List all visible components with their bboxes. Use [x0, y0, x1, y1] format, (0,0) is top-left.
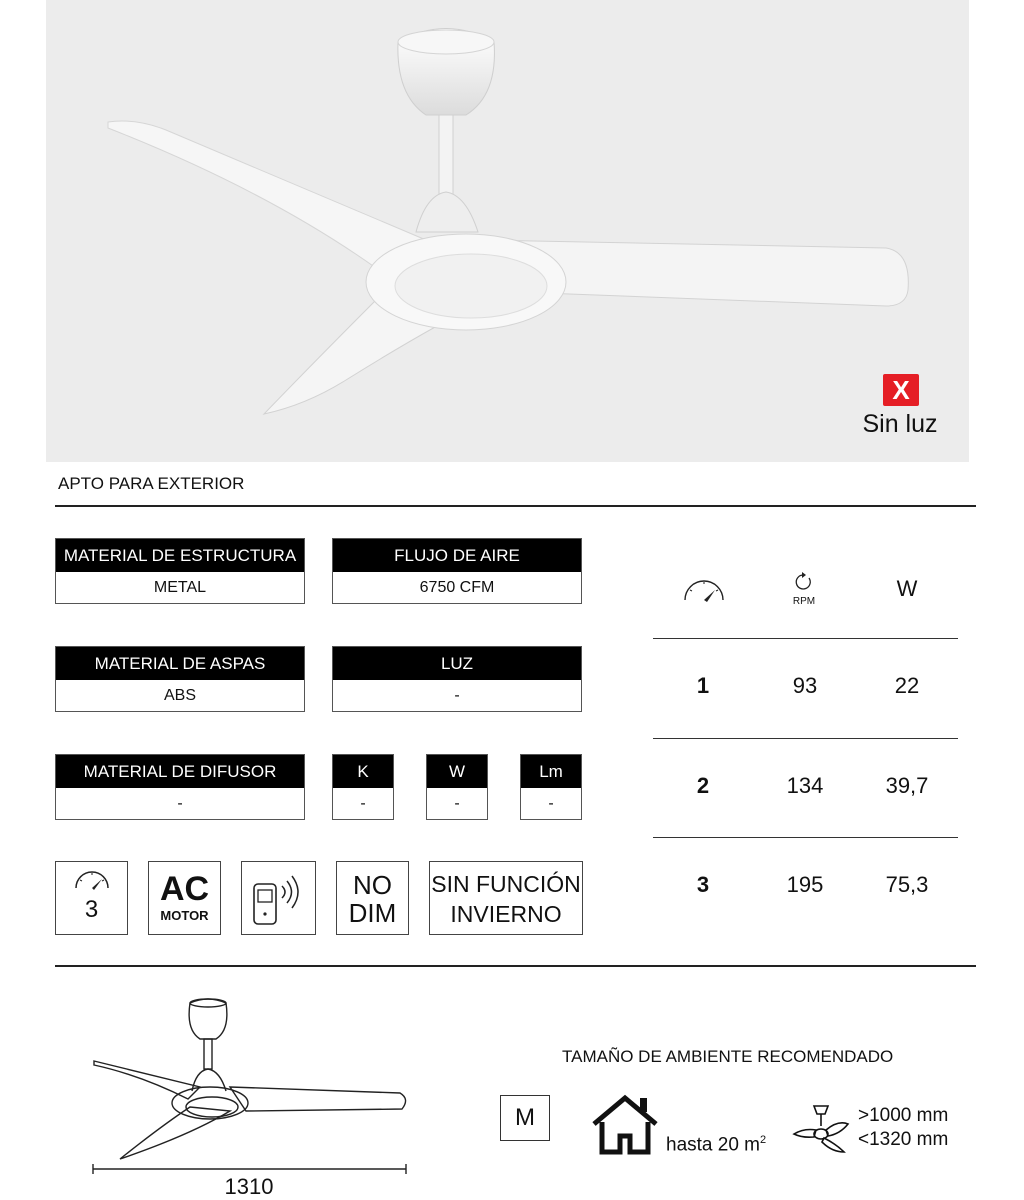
spec-label: LUZ: [333, 647, 581, 680]
bottom-divider: [55, 965, 976, 967]
table-divider: [653, 837, 958, 838]
feature-no-winter-function: [429, 861, 583, 935]
height-min: >1000 mm: [858, 1105, 949, 1126]
room-area-unit-sup: 2: [760, 1134, 767, 1146]
spec-value: -: [177, 795, 183, 812]
spec-value: -: [360, 795, 366, 812]
speed-header-icon: [681, 574, 727, 604]
table-row-rpm: 195: [786, 872, 824, 897]
spec-label: MATERIAL DE ESTRUCTURA: [56, 539, 304, 572]
house-icon: [590, 1092, 660, 1156]
ceiling-fan-photo: [46, 0, 969, 462]
fan-height-icon: [790, 1104, 852, 1156]
speeds-count: 3: [84, 896, 99, 923]
motor-type: AC: [159, 870, 210, 908]
spec-diffuser-material: [55, 754, 305, 820]
rpm-label: RPM: [792, 596, 816, 607]
outdoor-label: APTO PARA EXTERIOR: [58, 474, 245, 493]
spec-label: K: [333, 755, 393, 788]
feature-ac-motor: [148, 861, 221, 935]
feature-no-dim: [336, 861, 409, 935]
fan-height-range: [858, 1104, 948, 1152]
spec-blade-material: [55, 646, 305, 712]
product-photo: [46, 0, 969, 462]
fan-line-drawing: [80, 995, 420, 1175]
dim-line-2: DIM: [348, 898, 397, 928]
table-row-rpm: 134: [786, 773, 824, 798]
spec-value: -: [454, 795, 460, 812]
room-size-badge: M: [500, 1095, 550, 1141]
watt-header: W: [896, 576, 918, 601]
spec-value: -: [548, 795, 554, 812]
spec-kelvin: [332, 754, 394, 820]
spec-label: FLUJO DE AIRE: [333, 539, 581, 572]
spec-watts: [426, 754, 488, 820]
table-row-rpm: 93: [792, 673, 818, 698]
rotation-icon: [794, 572, 814, 592]
spec-label: MATERIAL DE DIFUSOR: [56, 755, 304, 788]
table-row-watts: 39,7: [885, 773, 929, 798]
remote-control-icon: [244, 862, 314, 932]
table-divider: [653, 738, 958, 739]
table-divider: [653, 638, 958, 639]
winter-line-2: INVIERNO: [450, 901, 562, 927]
height-max: <1320 mm: [858, 1129, 949, 1150]
spec-air-flow: [332, 538, 582, 604]
spec-lumens: [520, 754, 582, 820]
table-row-speed: 3: [696, 872, 710, 897]
no-light-label: Sin luz: [862, 410, 938, 438]
table-row-watts: 22: [894, 673, 920, 698]
rpm-header: [784, 572, 824, 607]
spec-label: W: [427, 755, 487, 788]
feature-speeds: [55, 861, 128, 935]
speedometer-icon: [72, 868, 112, 892]
spec-value: METAL: [153, 579, 207, 596]
spec-value: -: [454, 687, 460, 704]
spec-label: Lm: [521, 755, 581, 788]
feature-remote-control: [241, 861, 316, 935]
room-size-title: TAMAÑO DE AMBIENTE RECOMENDADO: [562, 1047, 894, 1066]
spec-label: MATERIAL DE ASPAS: [56, 647, 304, 680]
winter-line-1: SIN FUNCIÓN: [431, 871, 581, 897]
top-divider: [55, 505, 976, 507]
spec-light: [332, 646, 582, 712]
motor-label: MOTOR: [160, 908, 209, 923]
spec-value: ABS: [163, 687, 196, 704]
table-row-speed: 1: [696, 673, 710, 698]
no-light-x-icon: X: [883, 374, 919, 406]
room-area-text: hasta 20 m: [666, 1134, 760, 1156]
spec-structure-material: [55, 538, 305, 604]
diameter-label: 1310: [224, 1174, 274, 1199]
spec-value: 6750 CFM: [419, 579, 495, 596]
dim-line-1: NO: [353, 870, 392, 900]
table-row-watts: 75,3: [885, 872, 929, 897]
table-row-speed: 2: [696, 773, 710, 798]
room-area: [666, 1134, 766, 1156]
